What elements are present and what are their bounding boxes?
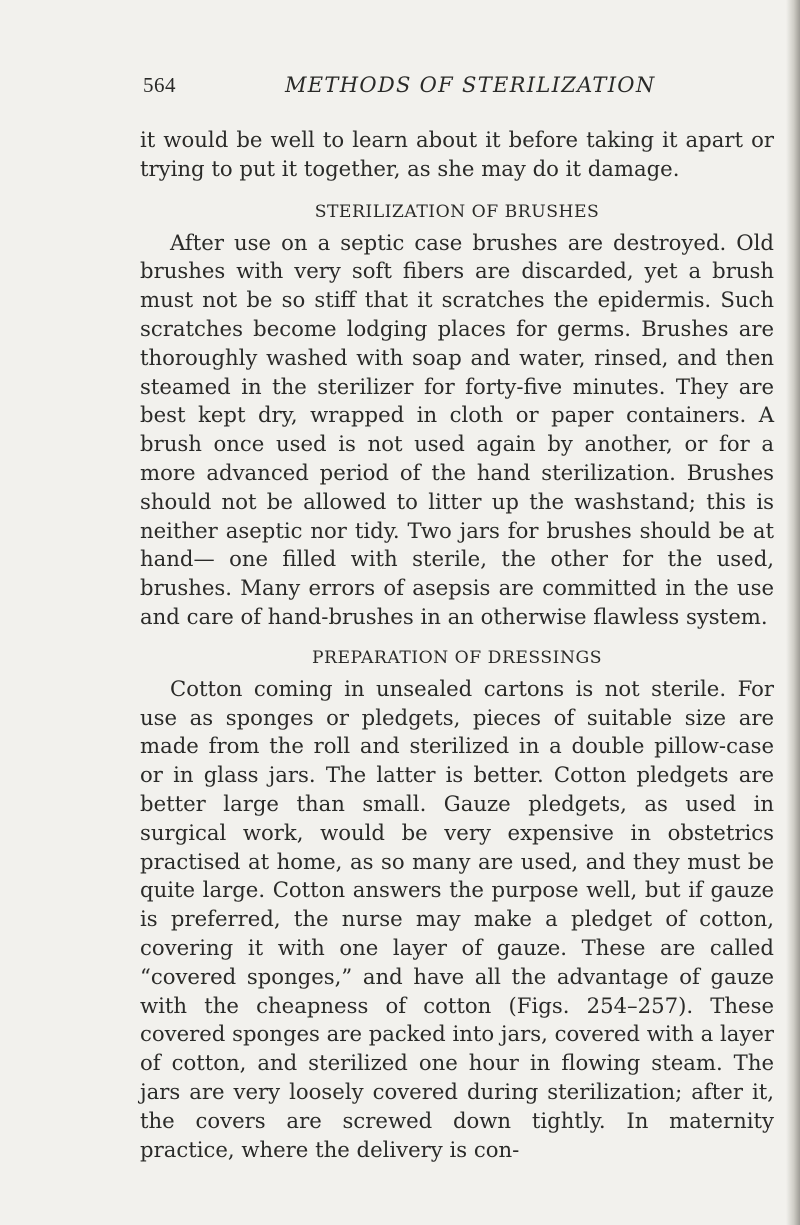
page-edge-shadow: [786, 0, 800, 1225]
running-head: [143, 73, 656, 103]
section-heading-dressings: PREPARATION OF DRESSINGS: [311, 647, 603, 668]
running-title: METHODS OF STERILIZATION: [285, 73, 656, 97]
page-number: 564: [143, 73, 176, 97]
body-text: [140, 126, 774, 1164]
section-heading-brushes: STERILIZATION OF BRUSHES: [314, 201, 600, 222]
paragraph-brushes: After use on a septic case brushes are destroyed. Old brushes with very soft fibers are discarded, yet a brush must not be so stiff that it scratches the epidermis. Such scratches become lodging places for germs. Brushes are thoroughly washed with soap and water, rinsed, and then steamed in the sterilizer for forty-five minutes. They are best kept dry, wrapped in cloth or paper containers. A brush once used is not used again by another, or for a more advanced period of the hand sterilization. Brushes should not be allowed to litter up the washstand; this is neither aseptic nor tidy. Two jars for brushes should be at hand— one filled with sterile, the other for the used, brushes. Many errors of asepsis are committed in the use and care of hand-brushes in an otherwise flawless system.: [140, 229, 774, 629]
paragraph-dressings: Cotton coming in unsealed cartons is not sterile. For use as sponges or pledgets, pieces of suitable size are made from the roll and sterilized in a double pillow-case or in glass jars. The latter is better. Cotton pledgets are better large than small. Gauze pledgets, as used in surgical work, would be very expensive in obstetrics practised at home, as so many are used, and they must be quite large. Cotton answers the purpose well, but if gauze is preferred, the nurse may make a pledget of cotton, covering it with one layer of gauze. These are called “covered sponges,” and have all the advantage of gauze with the cheapness of cotton (Figs. 254–257). These covered sponges are packed into jars, covered with a layer of cotton, and sterilized one hour in flowing steam. The jars are very loosely covered during sterilization; after it, the covers are screwed down tightly. In maternity practice, where the delivery is con-: [140, 675, 774, 1162]
continued-paragraph: it would be well to learn about it before taking it apart or trying to put it together, as she may do it damage.: [140, 127, 774, 181]
